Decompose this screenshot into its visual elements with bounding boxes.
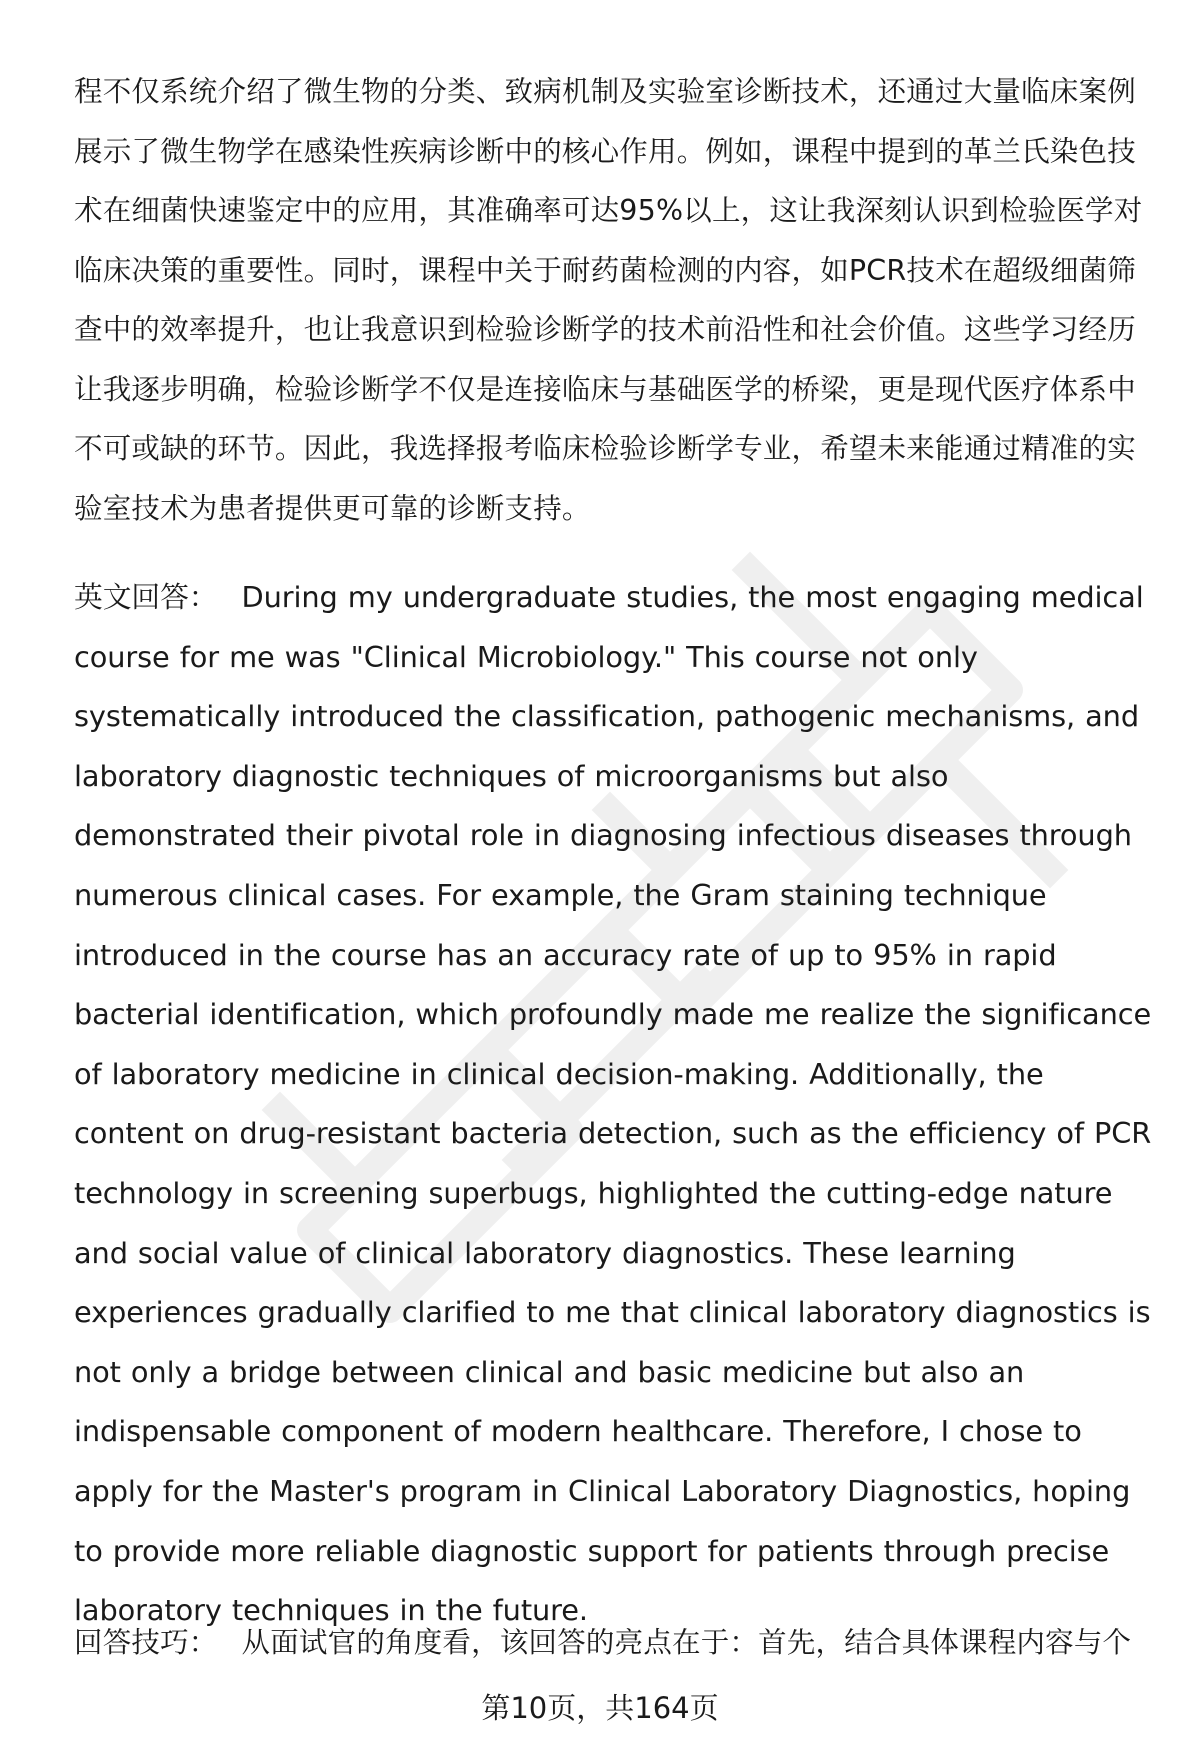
english-answer-label: 英文回答： [74,580,218,614]
chinese-paragraph: 程不仅系统介绍了微生物的分类、致病机制及实验室诊断技术，还通过大量临床案例展示了微生物学在感染性疾病诊断中的核心作用。例如，课程中提到的革兰氏染色技术在细菌快速鉴定中的应用，其准确率可达95%以上，这让我深刻认识到检验医学对临床决策的重要性。同时，课程中关于耐药菌检测的内容，如PCR技术在超级细菌筛查中的效率提升，也让我意识到检验诊断学的技术前沿性和社会价值。这些学习经历让我逐步明确，检验诊断学不仅是连接临床与基础医学的桥梁，更是现代医疗体系中不可或缺的环节。因此，我选择报考临床检验诊断学专业，希望未来能通过精准的实验室技术为患者提供更可靠的诊断支持。 [74,75,1143,525]
english-answer-paragraph [74,568,1154,1641]
english-answer-text: During my undergraduate studies, the most engaging medical course for me was "Clinical Microbiology." This course not only systematically introduced the classification, pathogenic mechanisms, and laboratory diagnostic techniques of microorganisms but also demonstrated their pivotal role in diagnosing infectious diseases through numerous clinical cases. For example, the Gram staining technique introduced in the course has an accuracy rate of up to 95% in rapid bacterial identification, which profoundly made me realize the significance of laboratory medicine in clinical decision-making. Additionally, the content on drug-resistant bacteria detection, such as the efficiency of PCR technology in screening superbugs, highlighted the cutting-edge nature and social value of clinical laboratory diagnostics. These learning experiences gradually clarified to me that clinical laboratory diagnostics is not only a bridge between clinical and basic medicine but also an indispensable component of modern healthcare. Therefore, I chose to apply for the Master's program in Clinical Laboratory Diagnostics, hoping to provide more reliable diagnostic support for patients through precise laboratory techniques in the future. [74,580,1152,1628]
tips-text: 从面试官的角度看，该回答的亮点在于：首先，结合具体课程内容与个 [241,1626,1132,1659]
tips-paragraph [74,1613,1154,1673]
tips-label: 回答技巧： [74,1626,218,1659]
page-number: 第10页，共164页 [481,1691,719,1725]
